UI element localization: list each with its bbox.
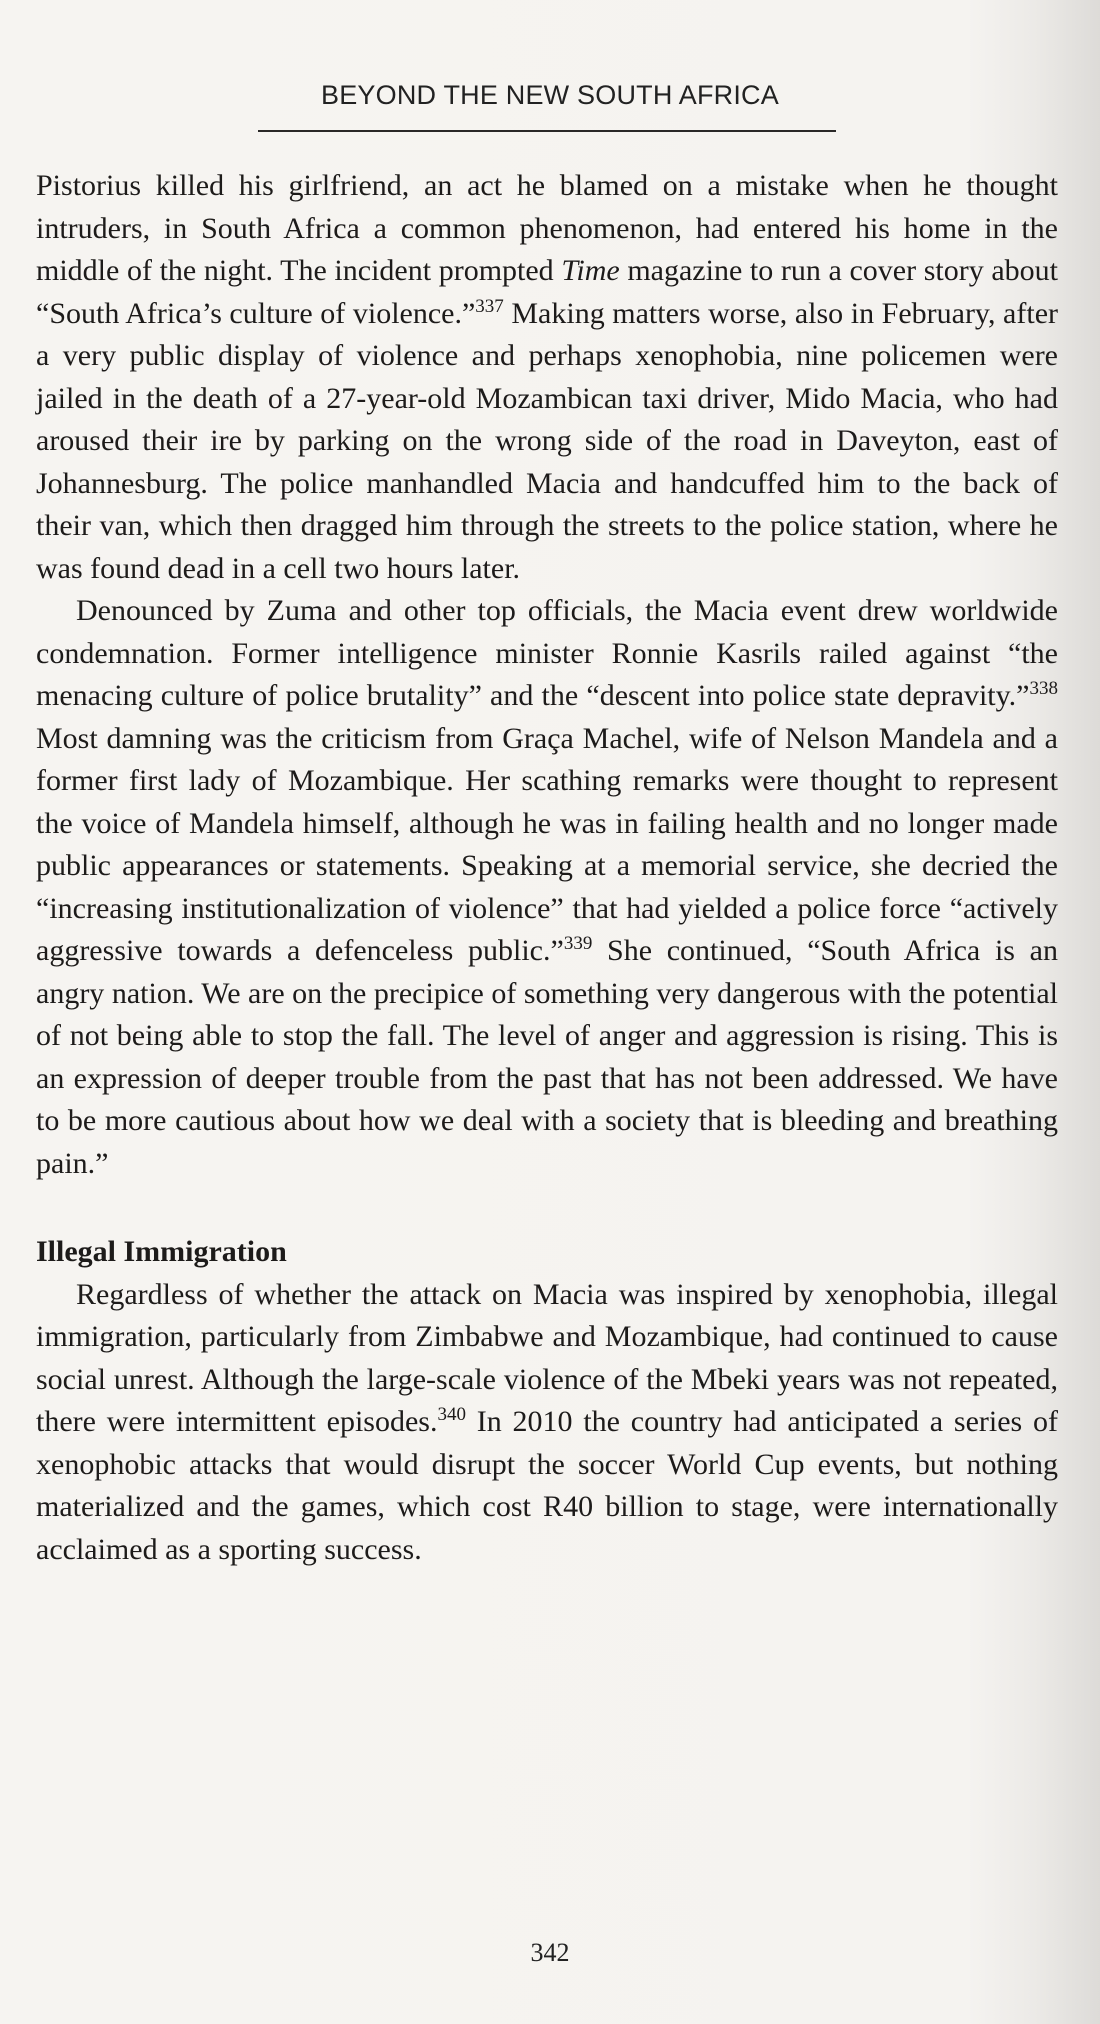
footnote-ref-338: 338	[1029, 678, 1058, 699]
body-text	[36, 165, 1058, 1571]
paragraph-1-text-b: magazine to run a cover story about “South Africa’s culture of violence.”	[36, 254, 1059, 330]
paragraph-2-text-a: Denounced by Zuma and other top officials, the Macia event drew worldwide condemnation. Former intelligence minister Ronnie Kasrils railed against “the menacing culture of police brutality” and the “descent into police state depravity.”	[36, 594, 1058, 712]
header-rule	[258, 130, 836, 132]
footnote-ref-337: 337	[475, 295, 504, 317]
paragraph-2-text-c: She continued, “South Africa is an angry nation. We are on the precipice of something very dangerous with the potential of not being able to stop the fall. The level of anger and aggression is rising. This is an expression of deeper trouble from the past that has not been addressed. We have to be more cautious about how we deal with a society that is bleeding and breathing pain.”	[36, 934, 1058, 1180]
running-head: BEYOND THE NEW SOUTH AFRICA	[321, 80, 779, 110]
paragraph-3	[36, 1274, 1058, 1572]
footnote-ref-340: 340	[437, 1404, 466, 1425]
section-heading: Illegal Immigration	[36, 1235, 287, 1268]
paragraph-2-text-b: Most damning was the criticism from Graça Machel, wife of Nelson Mandela and a former first lady of Mozambique. Her scathing remarks were thought to represent the voice of Mandela himself, although he was in failing health and no longer made public appearances or statements. Speaking at a memorial service, she decried the “increasing institutionalization of violence” that had yielded a police force “actively aggressive towards a defenceless public.”	[36, 721, 1058, 967]
page-number: 342	[530, 1938, 570, 1967]
paragraph-3-text-b: In 2010 the country had anticipated a series of xenophobic attacks that would disrupt the soccer World Cup events, but nothing materialized and the games, which cost R40 billion to stage, were internationally acclaimed as a sporting success.	[36, 1405, 1058, 1566]
paragraph-1	[36, 165, 1058, 590]
paragraph-1-text-a: Pistorius killed his girlfriend, an act he blamed on a mistake when he thought intruders, in South Africa a common phenomenon, had entered his home in the middle of the night. The incident prompted	[36, 169, 1058, 287]
paragraph-2	[36, 590, 1058, 1185]
magazine-title: Time	[561, 254, 620, 287]
paragraph-1-text-c: Making matters worse, also in February, after a very public display of violence and perhaps xenophobia, nine policemen were jailed in the death of a 27-year-old Mozambican taxi driver, Mido Macia, who had aroused their ire by parking on the wrong side of the road in Daveyton, east of Johannesburg. The police manhandled Macia and handcuffed him to the back of their van, which then dragged him through the streets to the police station, where he was found dead in a cell two hours later.	[36, 296, 1058, 585]
paragraph-3-text-a: Regardless of whether the attack on Macia was inspired by xenophobia, illegal immigration, particularly from Zimbabwe and Mozambique, had continued to cause social unrest. Although the large-scale violence of the Mbeki years was not repeated, there were intermittent episodes.	[36, 1277, 1058, 1438]
footnote-ref-339: 339	[563, 933, 593, 954]
